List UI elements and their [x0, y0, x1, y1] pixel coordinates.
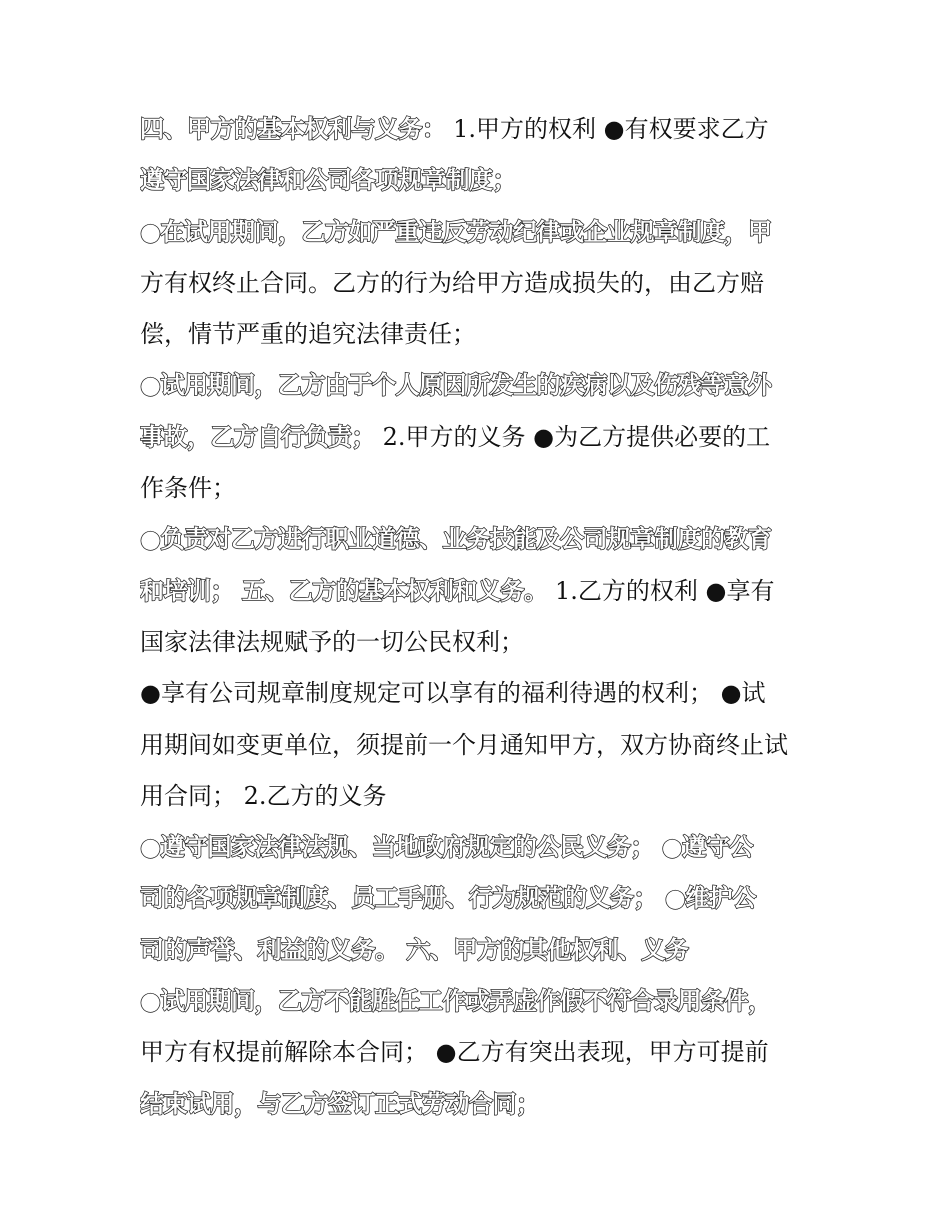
text-segment: 1.甲方的权利 ●有权要求乙方: [445, 115, 769, 143]
text-line: [140, 309, 815, 360]
text-line: [140, 822, 815, 873]
text-line: [140, 514, 815, 565]
text-segment: ●试用期间，乙方不能胜任工作或弄虚作假不符合录用条件，: [140, 987, 772, 1016]
text-segment: ●负责对乙方进行职业道德、业务技能及公司规章制度的教育: [140, 525, 772, 554]
text-segment: ●享有公司规章制度规定可以享有的福利待遇的权利； ●试: [140, 679, 766, 708]
text-line: [140, 207, 815, 258]
section-heading-6: 司的声誉、利益的义务。 六、甲方的其他权利、义务: [140, 935, 689, 964]
text-line: [140, 720, 815, 771]
text-line: [140, 412, 815, 463]
text-segment: 偿，情节严重的追究法律责任；: [140, 320, 476, 349]
text-line: [140, 617, 815, 668]
text-segment: 甲方有权提前解除本合同； ●乙方有突出表现，甲方可提前: [140, 1038, 769, 1067]
text-line: [140, 1027, 815, 1078]
text-segment: 结束试用，与乙方签订正式劳动合同；: [140, 1089, 540, 1118]
text-segment: 作条件；: [140, 474, 236, 503]
text-line: [140, 873, 815, 924]
text-line: [140, 463, 815, 514]
text-line: [140, 1079, 815, 1130]
text-segment: ●试用期间，乙方由于个人原因所发生的疾病以及伤残等意外: [140, 371, 772, 400]
text-segment: 方有权终止合同。乙方的行为给甲方造成损失的，由乙方赔: [140, 268, 764, 297]
text-segment: 2.甲方的义务 ●为乙方提供必要的工: [375, 422, 771, 451]
text-segment: 1.乙方的权利 ●享有: [547, 576, 775, 605]
text-segment: 用合同； 2.乙方的义务: [140, 781, 387, 810]
text-segment: 事故，乙方自行负责；: [140, 422, 375, 451]
text-line: [140, 155, 815, 206]
text-line: [140, 360, 815, 411]
text-segment: ●遵守国家法律法规、当地政府规定的公民义务； ●遵守公: [140, 833, 753, 862]
section-heading-5: 和培训； 五、乙方的基本权利和义务。: [140, 576, 548, 605]
text-line: [140, 104, 815, 155]
text-line: [140, 976, 815, 1027]
text-line: [140, 566, 815, 617]
text-segment: ●在试用期间，乙方如严重违反劳动纪律或企业规章制度，甲: [140, 217, 772, 246]
section-heading-4: 四、甲方的基本权利与义务：: [140, 115, 446, 143]
text-segment: 司的各项规章制度、员工手册、行为规范的义务； ●维护公: [140, 884, 756, 913]
text-line: [140, 925, 815, 976]
text-line: [140, 258, 815, 309]
text-segment: 遵守国家法律和公司各项规章制度；: [140, 166, 516, 195]
text-segment: 用期间如变更单位，须提前一个月通知甲方，双方协商终止试: [140, 730, 788, 759]
text-line: [140, 771, 815, 822]
text-line: [140, 668, 815, 719]
document-page: [140, 104, 815, 1130]
text-segment: 国家法律法规赋予的一切公民权利；: [140, 627, 524, 656]
